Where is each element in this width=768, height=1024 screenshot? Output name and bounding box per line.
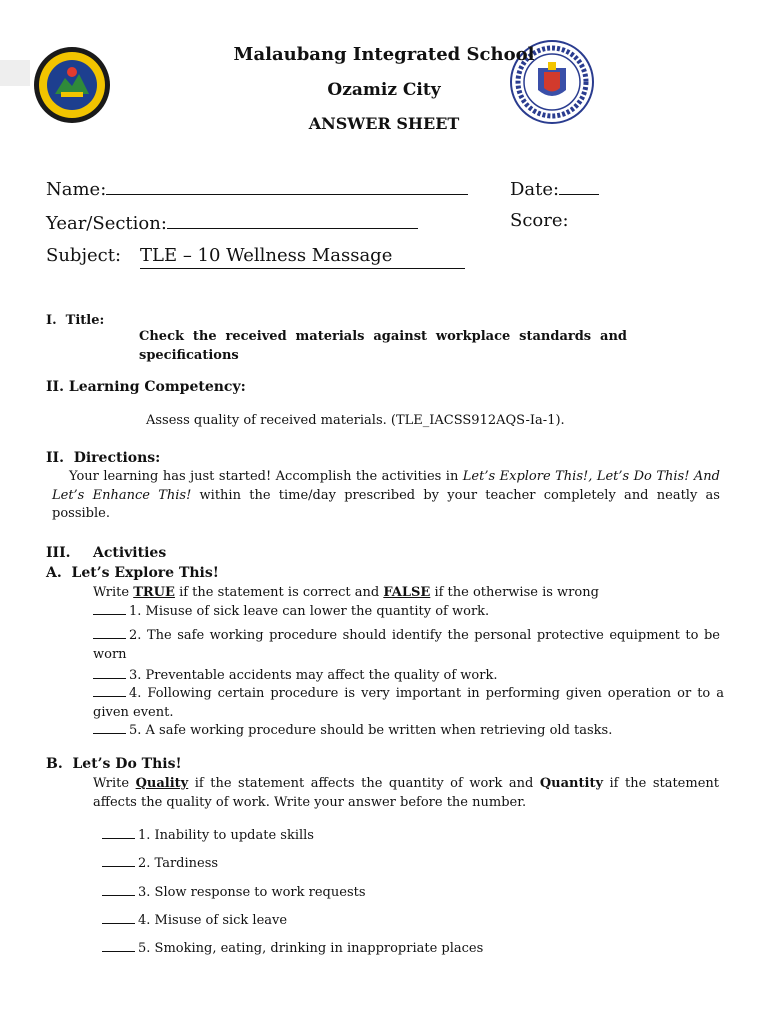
activities-heading: Activities	[93, 545, 167, 561]
part-b-item	[102, 884, 366, 903]
directions-heading: II. Directions:	[46, 450, 161, 466]
part-a-item-text: 3. Preventable accidents may affect the quality of work.	[129, 668, 498, 683]
part-a-item-text: 1. Misuse of sick leave can lower the quantity of work.	[129, 604, 490, 619]
competency-text: Assess quality of received materials. (TLE_IACSS912AQS-Ia-1).	[146, 413, 565, 428]
part-b-item	[102, 827, 314, 846]
part-a-instr-2: if the statement is correct and	[174, 585, 384, 600]
name-line[interactable]	[106, 176, 468, 195]
year-section-line[interactable]	[167, 210, 418, 229]
scan-shade	[0, 60, 30, 86]
date-label: Date:	[510, 179, 560, 200]
school-name: Malaubang Integrated School	[233, 44, 535, 65]
false-keyword: FALSE	[383, 585, 431, 600]
answer-blank[interactable]	[93, 627, 126, 639]
year-section-label: Year/Section:	[46, 213, 167, 234]
answer-blank[interactable]	[102, 940, 135, 952]
directions-text-c: within the time/day prescribed by your teacher completely and neatly as possible.	[52, 487, 720, 521]
part-b-item-text: 5. Smoking, eating, drinking in inappropriate places	[138, 941, 484, 956]
part-a-item-text: 2. The safe working procedure should identify the personal protective equipment to be worn	[93, 628, 720, 662]
answer-blank[interactable]	[102, 884, 135, 896]
part-b-item	[102, 912, 287, 931]
part-a-item-text: 4. Following certain procedure is very important in performing given operation or to a given event.	[93, 686, 724, 720]
part-b-item	[102, 940, 483, 959]
part-b-item-text: 2. Tardiness	[138, 856, 219, 871]
part-a-item	[93, 603, 489, 622]
school-seal-logo	[33, 46, 111, 124]
part-a-item	[93, 722, 612, 741]
part-a-item	[93, 685, 724, 722]
name-label: Name:	[46, 179, 107, 200]
subject-value: TLE – 10 Wellness Massage	[140, 245, 465, 269]
part-a-item	[93, 667, 497, 686]
part-b-heading: B. Let’s Do This!	[46, 756, 182, 772]
directions-text-a: Your learning has just started! Accomplish the activities in	[69, 469, 463, 484]
part-a-heading: A. Let’s Explore This!	[46, 565, 219, 581]
answer-blank[interactable]	[102, 855, 135, 867]
part-b-item-text: 1. Inability to update skills	[138, 828, 314, 843]
title-text: Check the received materials against workplace standards and specifications	[139, 329, 627, 363]
part-b-item-text: 3. Slow response to work requests	[138, 885, 366, 900]
date-line[interactable]	[559, 176, 599, 195]
answer-blank[interactable]	[93, 667, 126, 679]
subject-value-field	[140, 245, 465, 269]
name-field	[46, 176, 468, 200]
part-a-instr-3: if the otherwise is wrong	[430, 585, 599, 600]
part-b-instr-3: if the statement affects the quality of work. Write your answer before the number.	[93, 776, 719, 810]
part-b-instructions	[93, 775, 719, 812]
score-field	[510, 210, 569, 231]
subject-label: Subject:	[46, 245, 122, 266]
answer-blank[interactable]	[102, 912, 135, 924]
activities-number: III.	[46, 545, 71, 561]
part-b-instr-1: Write	[93, 776, 136, 791]
part-a-item-text: 5. A safe working procedure should be written when retrieving old tasks.	[129, 723, 613, 738]
true-keyword: TRUE	[133, 585, 175, 600]
competency-heading: II. Learning Competency:	[46, 379, 246, 395]
part-a-item	[93, 627, 720, 664]
part-b-item	[102, 855, 218, 874]
answer-blank[interactable]	[93, 722, 126, 734]
sheet-title: ANSWER SHEET	[308, 114, 460, 133]
part-b-item-text: 4. Misuse of sick leave	[138, 913, 288, 928]
directions-text-b: Let’s Explore This!, Let’s Do This! And Let’s Enhance This!	[52, 469, 720, 503]
city-name: Ozamiz City	[327, 80, 441, 100]
answer-blank[interactable]	[93, 603, 126, 615]
answer-blank[interactable]	[93, 685, 126, 697]
directions-text	[52, 468, 720, 524]
year-section-field	[46, 210, 418, 234]
score-label: Score:	[510, 210, 569, 231]
part-b-instr-2: if the statement affects the quantity of work and	[188, 776, 540, 791]
part-a-instructions	[93, 584, 599, 603]
date-field	[510, 176, 599, 200]
title-heading: I. Title:	[46, 313, 105, 328]
quantity-keyword: Quantity	[539, 776, 604, 791]
quality-keyword: Quality	[135, 776, 189, 791]
subject-field	[46, 245, 121, 266]
answer-blank[interactable]	[102, 827, 135, 839]
part-a-instr-1: Write	[93, 585, 134, 600]
